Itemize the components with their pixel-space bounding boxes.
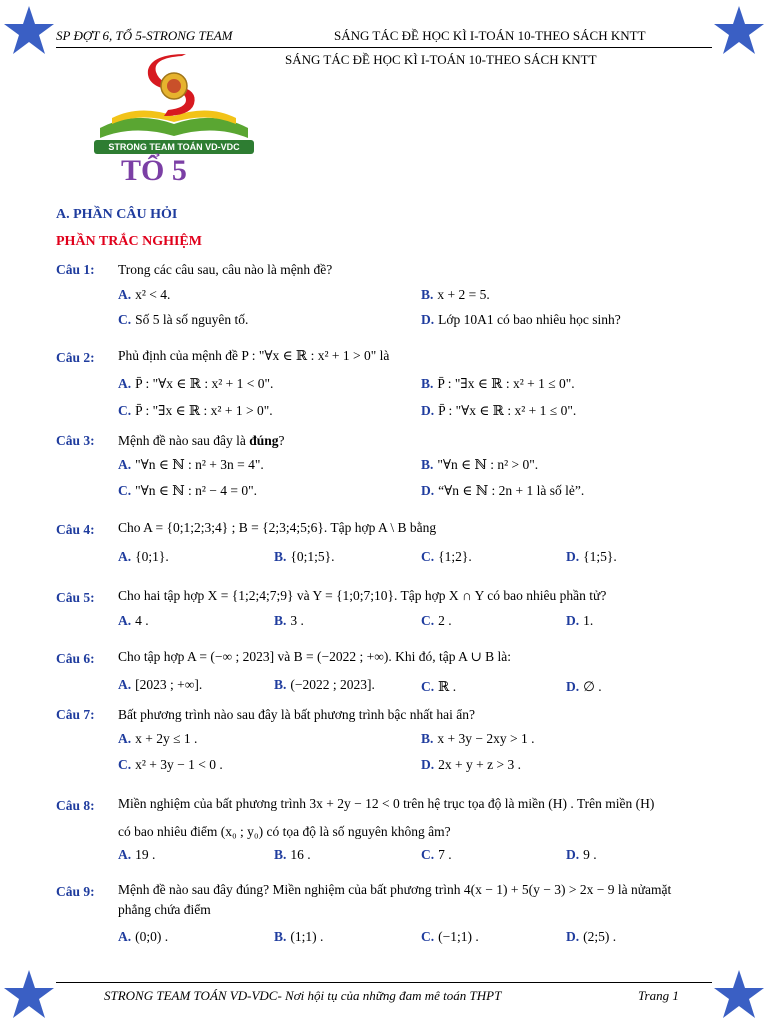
option-c[interactable]: C. Số 5 là số nguyên tố. [118, 312, 249, 327]
header-right: SÁNG TÁC ĐỀ HỌC KÌ I-TOÁN 10-THEO SÁCH KNTT [334, 28, 646, 43]
option-c[interactable]: C. (−1;1) . [421, 929, 479, 944]
header-rule [56, 47, 712, 48]
option-a[interactable]: A. x² < 4. [118, 287, 171, 302]
logo-banner-text: STRONG TEAM TOÁN VD-VDC [108, 142, 240, 152]
question-label: Câu 8: [56, 798, 95, 813]
option-c[interactable]: C. x² + 3y − 1 < 0 . [118, 757, 223, 772]
header-left: SP ĐỢT 6, TỔ 5-STRONG TEAM [56, 28, 233, 43]
question-text: Trong các câu sau, câu nào là mệnh đề? [118, 262, 333, 277]
option-d[interactable]: D. 9 . [566, 847, 597, 862]
question-label: Câu 2: [56, 350, 95, 365]
star-icon-bottom-right [712, 968, 766, 1022]
option-b[interactable]: B. 3 . [274, 613, 304, 628]
option-c[interactable]: C. {1;2}. [421, 549, 472, 564]
star-icon-top-right [712, 4, 766, 58]
option-d[interactable]: D. (2;5) . [566, 929, 617, 944]
question-text: Mệnh đề nào sau đây là đúng? [118, 433, 285, 448]
question-label: Câu 6: [56, 651, 95, 666]
option-a[interactable]: A. (0;0) . [118, 929, 169, 944]
option-c[interactable]: C. 7 . [421, 847, 452, 862]
question-text-line2: phẳng chứa điểm [118, 902, 211, 917]
option-d[interactable]: D. 1. [566, 613, 594, 628]
option-d[interactable]: D. {1;5}. [566, 549, 617, 564]
question-text: Cho tập hợp A = (−∞ ; 2023] và B = (−2022 ; +∞). Khi đó, tập A ∪ B là: [118, 649, 512, 664]
option-a[interactable]: A. [2023 ; +∞]. [118, 677, 203, 692]
question-label: Câu 3: [56, 433, 95, 448]
option-d[interactable]: D. 2x + y + z > 3 . [421, 757, 521, 772]
question-label: Câu 7: [56, 707, 95, 722]
option-c[interactable]: C. "∀n ∈ ℕ : n² − 4 = 0". [118, 483, 258, 498]
option-b[interactable]: B. 16 . [274, 847, 311, 862]
question-label: Câu 4: [56, 522, 95, 537]
option-a[interactable]: A. {0;1}. [118, 549, 169, 564]
option-c[interactable]: C. 2 . [421, 613, 452, 628]
question-text: Miền nghiệm của bất phương trình 3x + 2y − 12 < 0 trên hệ trục tọa độ là miền (H) . Trên miền (H) [118, 796, 655, 811]
option-d[interactable]: D. ∅ . [566, 679, 602, 694]
option-a[interactable]: A. x + 2y ≤ 1 . [118, 731, 198, 746]
footer-rule [56, 982, 712, 983]
star-icon-bottom-left [2, 968, 56, 1022]
subtitle: SÁNG TÁC ĐỀ HỌC KÌ I-TOÁN 10-THEO SÁCH KNTT [285, 52, 597, 67]
option-c[interactable]: C. ℝ . [421, 679, 457, 694]
option-b[interactable]: B. "∀n ∈ ℕ : n² > 0". [421, 457, 539, 472]
option-a[interactable]: A. 19 . [118, 847, 156, 862]
option-d[interactable]: D. Lớp 10A1 có bao nhiêu học sinh? [421, 312, 621, 327]
option-b[interactable]: B. P̄ : "∃x ∈ ℝ : x² + 1 ≤ 0". [421, 376, 575, 391]
option-a[interactable]: A. P̄ : "∀x ∈ ℝ : x² + 1 < 0". [118, 376, 274, 391]
option-a[interactable]: A. 4 . [118, 613, 149, 628]
option-b[interactable]: B. (1;1) . [274, 929, 324, 944]
group-title: TỔ 5 [121, 154, 187, 187]
option-b[interactable]: B. {0;1;5}. [274, 549, 335, 564]
question-text: Mệnh đề nào sau đây đúng? Miền nghiệm của bất phương trình 4(x − 1) + 5(y − 3) > 2x − 9 là nửamặt [118, 882, 672, 897]
section-multiple-choice: PHẦN TRẮC NGHIỆM [56, 234, 202, 249]
question-text: Bất phương trình nào sau đây là bất phương trình bậc nhất hai ẩn? [118, 707, 475, 722]
question-text: Cho hai tập hợp X = {1;2;4;7;9} và Y = {1;0;7;10}. Tập hợp X ∩ Y có bao nhiêu phần tử? [118, 588, 607, 603]
option-a[interactable]: A. "∀n ∈ ℕ : n² + 3n = 4". [118, 457, 264, 472]
question-text-line2: có bao nhiêu điểm (x₀ ; y₀) có tọa độ là số nguyên không âm? [118, 824, 451, 839]
section-part-a: A. PHẦN CÂU HỎI [56, 207, 178, 222]
question-label: Câu 9: [56, 884, 95, 899]
option-c[interactable]: C. P̄ : "∃x ∈ ℝ : x² + 1 > 0". [118, 403, 273, 418]
option-d[interactable]: D. “∀n ∈ ℕ : 2n + 1 là số lẻ”. [421, 483, 585, 498]
question-text: Cho A = {0;1;2;3;4} ; B = {2;3;4;5;6}. Tập hợp A \ B bằng [118, 520, 437, 535]
option-b[interactable]: B. x + 3y − 2xy > 1 . [421, 731, 535, 746]
question-label: Câu 1: [56, 262, 95, 277]
footer-page: Trang 1 [638, 988, 679, 1003]
footer-left: STRONG TEAM TOÁN VD-VDC- Nơi hội tụ của những đam mê toán THPT [104, 988, 502, 1003]
option-b[interactable]: B. (−2022 ; 2023]. [274, 677, 375, 692]
team-logo [94, 54, 254, 158]
option-b[interactable]: B. x + 2 = 5. [421, 287, 490, 302]
star-icon-top-left [2, 4, 56, 58]
question-label: Câu 5: [56, 590, 95, 605]
question-text: Phủ định của mệnh đề P : "∀x ∈ ℝ : x² + 1 > 0" là [118, 348, 390, 363]
option-d[interactable]: D. P̄ : "∀x ∈ ℝ : x² + 1 ≤ 0". [421, 403, 577, 418]
